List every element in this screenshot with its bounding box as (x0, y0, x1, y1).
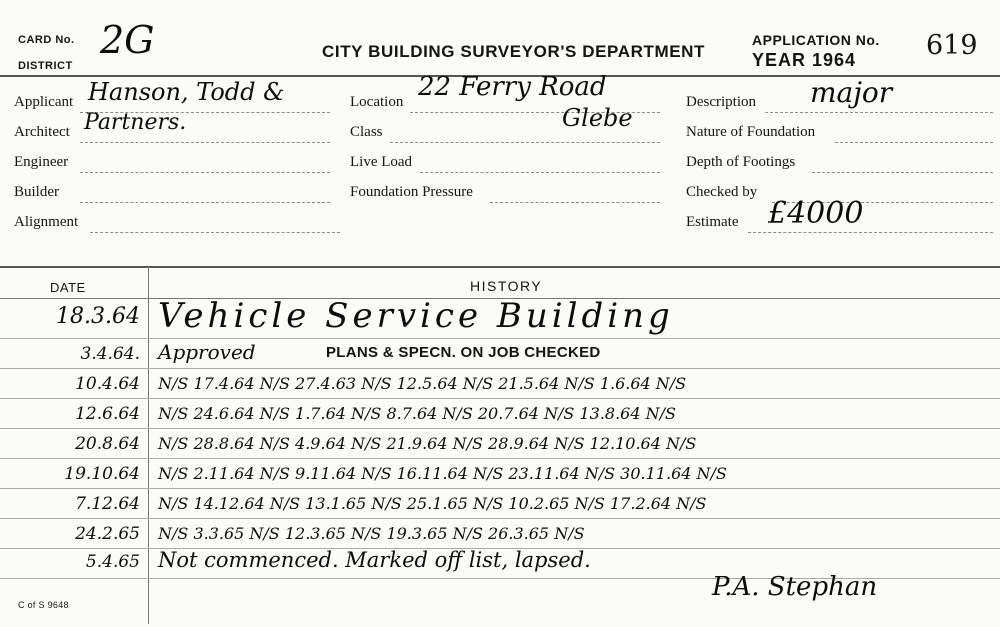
row-rule (0, 428, 1000, 429)
engineer-line (80, 172, 330, 173)
applicant-label: Applicant (14, 94, 74, 110)
signature: P.A. Stephan (712, 572, 878, 602)
district-label: DISTRICT (18, 60, 73, 72)
location-value-suburb: Glebe (562, 104, 633, 132)
class-label: Class (350, 124, 383, 140)
architect-line (80, 142, 330, 143)
history-date: 20.8.64 (75, 434, 140, 454)
department-title: CITY BUILDING SURVEYOR'S DEPARTMENT (322, 42, 706, 61)
description-line (765, 112, 993, 113)
applicant-value: Hanson, Todd & (88, 78, 285, 106)
plans-checked-stamp: PLANS & SPECN. ON JOB CHECKED (326, 344, 601, 361)
history-top-rule (0, 266, 1000, 268)
history-entry: N/S 3.3.65 N/S 12.3.65 N/S 19.3.65 N/S 26.3.65 N/S (158, 524, 585, 543)
history-date: 12.6.64 (75, 404, 140, 424)
location-label: Location (350, 94, 404, 110)
date-header: DATE (50, 280, 86, 295)
row-rule (0, 338, 1000, 339)
foundation-pressure-label: Foundation Pressure (350, 184, 473, 200)
history-date: 5.4.65 (85, 552, 140, 572)
history-entry: Not commenced. Marked off list, lapsed. (158, 548, 591, 572)
application-number: 619 (926, 30, 978, 61)
row-rule (0, 398, 1000, 399)
live-load-label: Live Load (350, 154, 413, 170)
form-code: C of S 9648 (18, 600, 69, 610)
engineer-label: Engineer (14, 154, 69, 170)
builder-line (80, 202, 330, 203)
history-entry: N/S 17.4.64 N/S 27.4.63 N/S 12.5.64 N/S 21.5.64 N/S 1.6.64 N/S (158, 374, 687, 393)
estimate-value: £4000 (768, 196, 864, 231)
nature-line (835, 142, 993, 143)
year-label: YEAR 1964 (752, 50, 857, 70)
description-value: major (810, 76, 893, 109)
history-date: 7.12.64 (75, 494, 140, 514)
row-rule (0, 458, 1000, 459)
row-rule (0, 518, 1000, 519)
estimate-line (748, 232, 993, 233)
history-entry: Vehicle Service Building (158, 296, 674, 336)
estimate-label: Estimate (686, 214, 739, 230)
alignment-label: Alignment (14, 214, 79, 230)
alignment-line (90, 232, 340, 233)
depth-of-footings-label: Depth of Footings (686, 154, 796, 170)
history-entry: N/S 14.12.64 N/S 13.1.65 N/S 25.1.65 N/S 10.2.65 N/S 17.2.64 N/S (158, 494, 707, 513)
depth-line (812, 172, 993, 173)
card-no-value: 2G (100, 18, 155, 62)
history-date: 19.10.64 (64, 464, 140, 484)
description-label: Description (686, 94, 756, 110)
foundation-pressure-line (490, 202, 660, 203)
nature-of-foundation-label: Nature of Foundation (686, 124, 816, 140)
card-no-label: CARD No. (18, 34, 75, 46)
history-entry: N/S 24.6.64 N/S 1.7.64 N/S 8.7.64 N/S 20.7.64 N/S 13.8.64 N/S (158, 404, 676, 423)
row-rule (0, 368, 1000, 369)
history-date: 18.3.64 (56, 304, 140, 329)
row-rule (0, 488, 1000, 489)
history-date: 24.2.65 (75, 524, 140, 544)
history-entry: Approved (158, 340, 256, 364)
class-line (390, 142, 660, 143)
architect-value: Partners. (84, 110, 187, 135)
location-value-street: 22 Ferry Road (418, 72, 607, 102)
history-entry: N/S 28.8.64 N/S 4.9.64 N/S 21.9.64 N/S 28.9.64 N/S 12.10.64 N/S (158, 434, 697, 453)
history-date: 3.4.64. (80, 344, 140, 364)
history-entry: N/S 2.11.64 N/S 9.11.64 N/S 16.11.64 N/S 23.11.64 N/S 30.11.64 N/S (158, 464, 727, 483)
checked-by-label: Checked by (686, 184, 758, 200)
history-header: HISTORY (470, 278, 543, 294)
history-date: 10.4.64 (75, 374, 140, 394)
live-load-line (420, 172, 660, 173)
date-column-divider (148, 266, 149, 624)
application-label: APPLICATION No. (752, 32, 880, 48)
builder-label: Builder (14, 184, 59, 200)
architect-label: Architect (14, 124, 70, 140)
